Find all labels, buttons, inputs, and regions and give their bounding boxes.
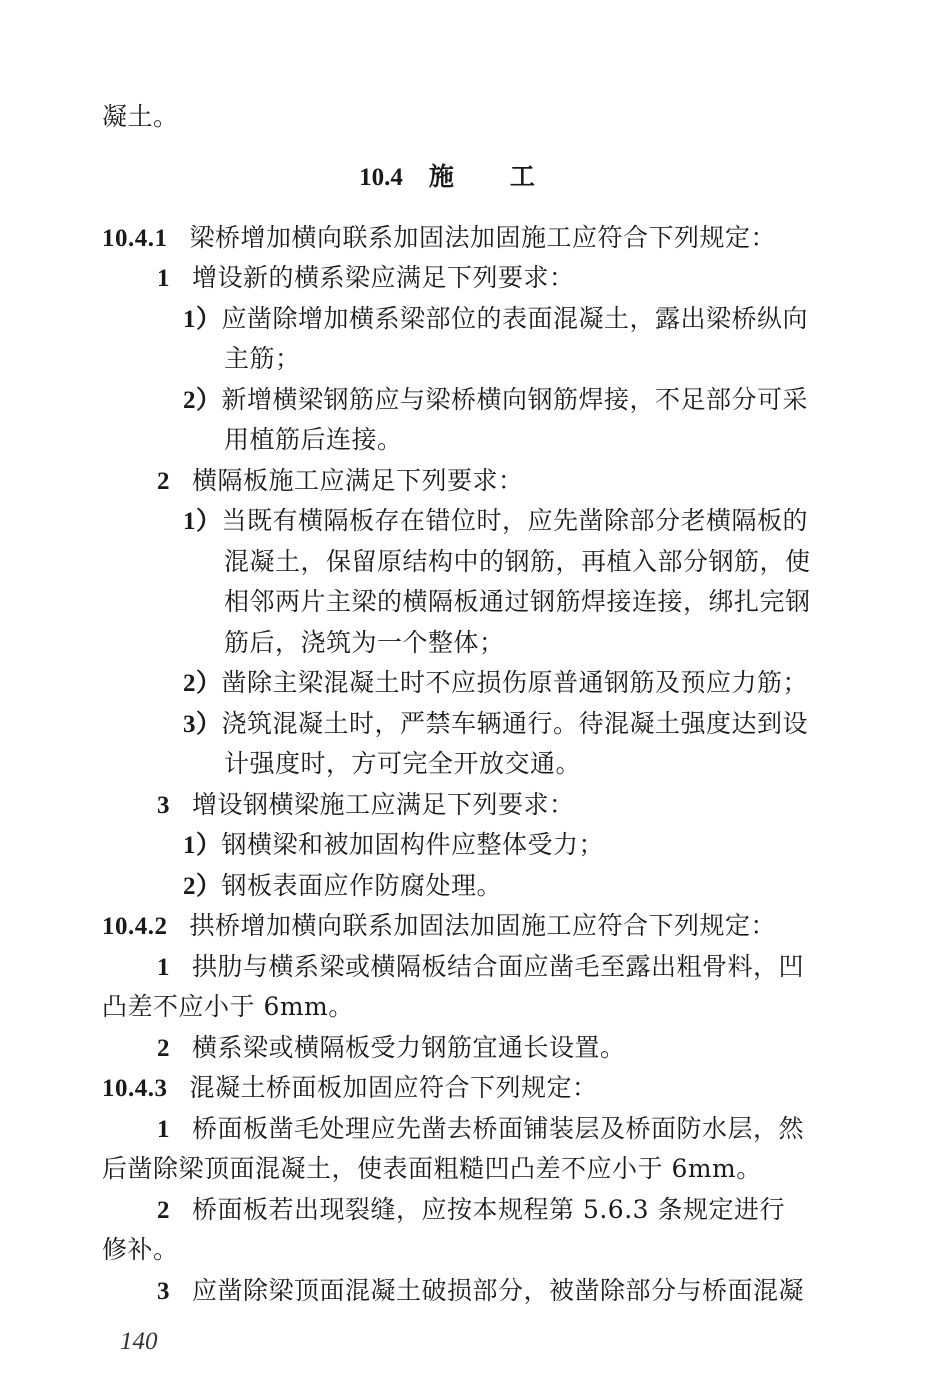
- item-text: 应凿除梁顶面混凝土破损部分，被凿除部分与桥面混凝: [192, 1276, 805, 1305]
- subitem-2-2: [183, 666, 808, 701]
- subitem-text-continued: 混凝土，保留原结构中的钢筋，再植入部分钢筋，使: [224, 547, 811, 576]
- subitem-1-2: [183, 383, 808, 418]
- subitem-number: 3）: [183, 711, 222, 738]
- item-3: [157, 788, 575, 823]
- item-number: 2: [157, 468, 170, 495]
- item-text: 桥面板凿毛处理应先凿去桥面铺装层及桥面防水层，然: [192, 1114, 805, 1143]
- item-3: [157, 1274, 804, 1309]
- subitem-text-continued: 筋后，浇筑为一个整体；: [224, 628, 505, 657]
- item-number: 1: [157, 1116, 170, 1143]
- item-text: 横系梁或横隔板受力钢筋宜通长设置。: [192, 1033, 626, 1062]
- section-heading: [0, 160, 950, 195]
- item-1: [157, 1112, 804, 1147]
- subitem-2-1: [183, 504, 808, 539]
- item-number: 2: [157, 1035, 170, 1062]
- subitem-number: 2）: [183, 670, 222, 697]
- subitem-1-1: [183, 302, 808, 337]
- subitem-text-continued: 相邻两片主梁的横隔板通过钢筋焊接连接，绑扎完钢: [224, 587, 811, 616]
- item-1: [157, 261, 575, 296]
- subitem-number: 1）: [183, 832, 222, 859]
- clause-text: 拱桥增加横向联系加固法加固施工应符合下列规定：: [189, 911, 777, 940]
- subitem-number: 2）: [183, 387, 222, 414]
- item-text: 增设新的横系梁应满足下列要求：: [192, 263, 575, 292]
- subitem-3-1: [183, 828, 604, 863]
- subitem-3-2: [183, 869, 502, 904]
- subitem-number: 1）: [183, 306, 222, 333]
- item-text: 桥面板若出现裂缝，应按本规程第 5.6.3 条规定进行: [192, 1195, 786, 1224]
- item-1: [157, 950, 804, 985]
- item-text: 横隔板施工应满足下列要求：: [192, 466, 524, 495]
- item-2: [157, 1193, 785, 1228]
- page-number: 140: [120, 1328, 158, 1355]
- item-text-continued: 凸差不应小于 6mm。: [102, 992, 354, 1021]
- item-text-continued: 后凿除梁顶面混凝土，使表面粗糙凹凸差不应小于 6mm。: [102, 1154, 762, 1183]
- subitem-text: 当既有横隔板存在错位时，应先凿除部分老横隔板的: [221, 506, 809, 535]
- item-2: [157, 1031, 626, 1066]
- subitem-text: 凿除主梁混凝土时不应损伤原普通钢筋及预应力筋；: [221, 668, 809, 697]
- subitem-text: 应凿除增加横系梁部位的表面混凝土，露出梁桥纵向: [221, 304, 809, 333]
- clause-number: 10.4.2: [102, 913, 168, 940]
- item-number: 3: [157, 792, 170, 819]
- subitem-text: 钢板表面应作防腐处理。: [221, 871, 503, 900]
- item-text-continued: 修补。: [102, 1235, 179, 1264]
- subitem-text: 浇筑混凝土时，严禁车辆通行。待混凝土强度达到设: [221, 709, 809, 738]
- item-number: 1: [157, 265, 170, 292]
- continued-text: 凝土。: [102, 102, 179, 131]
- subitem-text-continued: 计强度时，方可完全开放交通。: [224, 749, 582, 778]
- subitem-text: 新增横梁钢筋应与梁桥横向钢筋焊接，不足部分可采: [221, 385, 809, 414]
- item-number: 3: [157, 1278, 170, 1305]
- clause-text: 混凝土桥面板加固应符合下列规定：: [189, 1073, 598, 1102]
- clause-10-4-3: [102, 1071, 598, 1106]
- item-number: 1: [157, 954, 170, 981]
- subitem-text: 钢横梁和被加固构件应整体受力；: [221, 830, 605, 859]
- subitem-number: 1）: [183, 508, 222, 535]
- clause-number: 10.4.1: [102, 225, 168, 252]
- item-text: 拱肋与横系梁或横隔板结合面应凿毛至露出粗骨料，凹: [192, 952, 805, 981]
- clause-number: 10.4.3: [102, 1075, 168, 1102]
- section-title: 施工: [428, 162, 591, 191]
- item-text: 增设钢横梁施工应满足下列要求：: [192, 790, 575, 819]
- item-number: 2: [157, 1197, 170, 1224]
- subitem-text-continued: 主筋；: [224, 344, 301, 373]
- subitem-text-continued: 用植筋后连接。: [224, 425, 403, 454]
- clause-10-4-1: [102, 221, 776, 256]
- subitem-2-3: [183, 707, 808, 742]
- clause-text: 梁桥增加横向联系加固法加固施工应符合下列规定：: [189, 223, 777, 252]
- subitem-number: 2）: [183, 873, 222, 900]
- section-number: 10.4: [359, 164, 403, 191]
- item-2: [157, 464, 524, 499]
- clause-10-4-2: [102, 909, 776, 944]
